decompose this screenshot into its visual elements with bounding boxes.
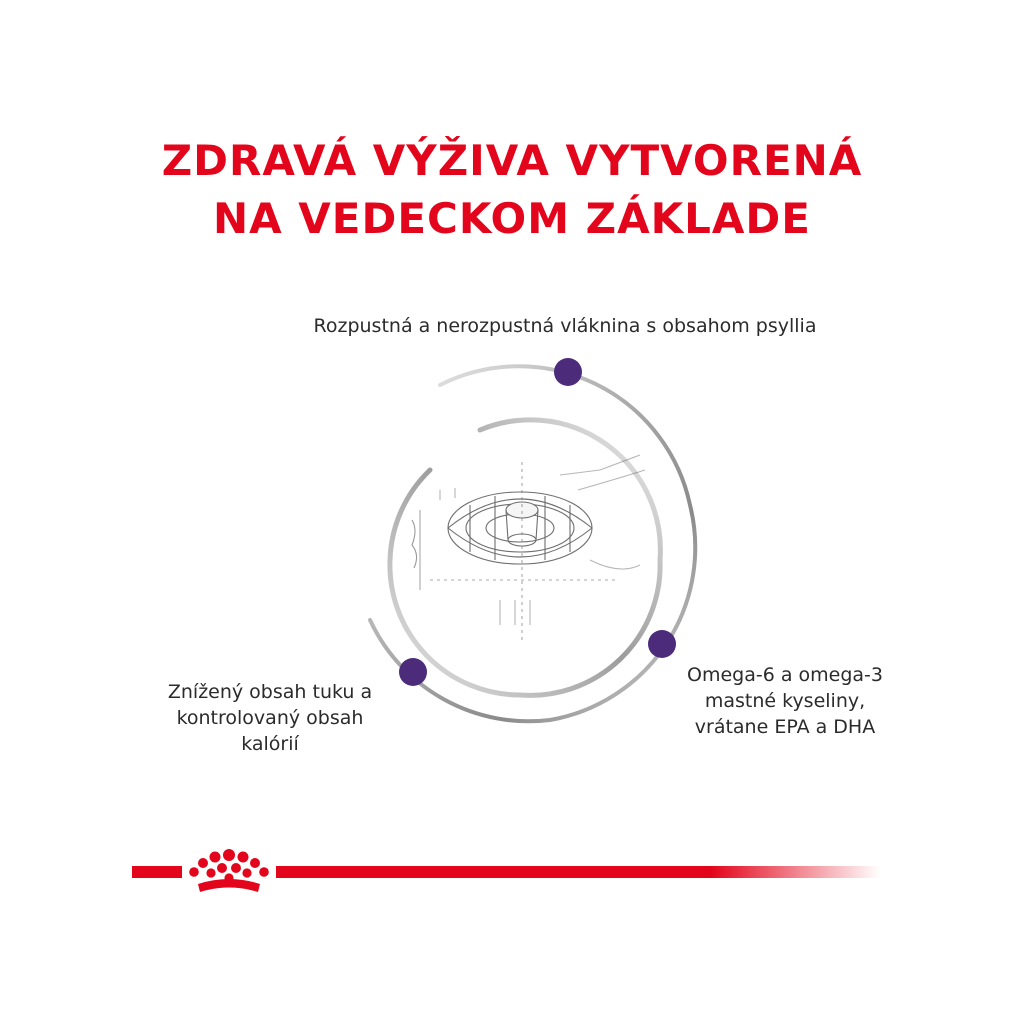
brand-bar-left [132, 866, 182, 878]
crown-icon [189, 849, 269, 892]
benefit-omega-line-1: Omega-6 a omega-3 [687, 664, 883, 686]
brand-bar-right [276, 866, 880, 878]
headline-line-1: ZDRAVÁ VÝŽIVA VYTVORENÁ [161, 136, 863, 185]
benefit-fiber-text: Rozpustná a nerozpustná vláknina s obsahom psyllia [313, 315, 817, 337]
benefit-omega-line-3: vrátane EPA a DHA [694, 716, 876, 738]
benefit-fat-line-2: kontrolovaný obsah [176, 707, 364, 729]
benefit-fat-line-3: kalórií [241, 733, 299, 755]
benefit-omega-line-2: mastné kyseliny, [704, 690, 866, 712]
benefit-fat-line-1: Znížený obsah tuku a [167, 681, 373, 703]
headline-line-2: NA VEDECKOM ZÁKLADE [213, 194, 811, 243]
